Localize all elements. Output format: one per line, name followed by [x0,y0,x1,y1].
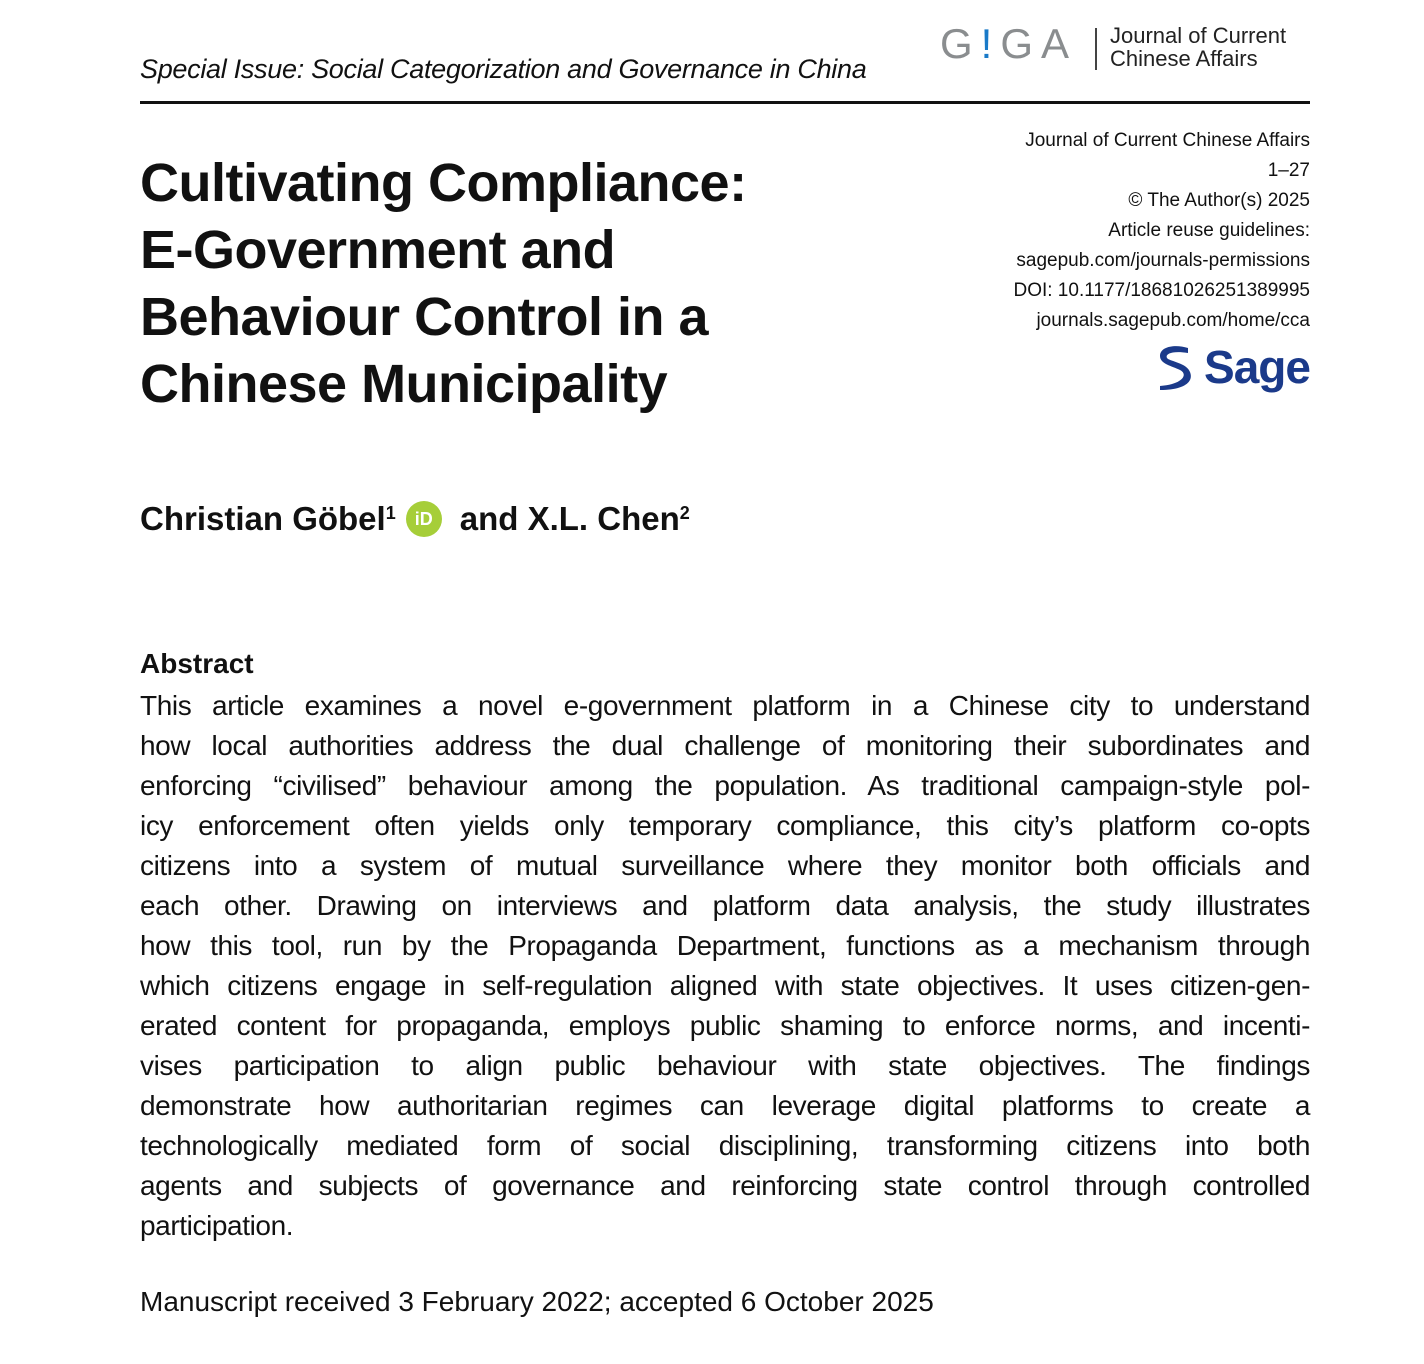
permissions-link[interactable]: sagepub.com/journals-permissions [1016,250,1310,271]
abstract-line: agents and subjects of governance and reinforcing state control through controlled [140,1170,1310,1201]
journal-logo-text [1110,24,1286,70]
abstract-line: vises participation to align public behaviour with state objectives. The findings [140,1050,1310,1081]
abstract-line: demonstrate how authoritarian regimes can leverage digital platforms to create a [140,1090,1310,1121]
abstract-line: participation. [140,1210,294,1241]
author-name[interactable]: X.L. Chen [527,500,680,537]
affiliation-marker: 2 [679,502,690,523]
abstract-body [140,686,1310,1246]
giga-logo: G!GA [940,20,1078,67]
journal-logo-line1: Journal of Current [1110,23,1287,48]
copyright: © The Author(s) 2025 [1128,190,1310,211]
abstract-line: each other. Drawing on interviews and platform data analysis, the study illustrates [140,890,1310,921]
abstract-line: icy enforcement often yields only temporary compliance, this city’s platform co-opts [140,810,1310,841]
title-line: Cultivating Compliance: [140,153,747,213]
abstract-line: how this tool, run by the Propaganda Department, functions as a mechanism through [140,930,1310,961]
abstract-line: which citizens engage in self-regulation aligned with state objectives. It uses citizen-gen- [140,970,1310,1001]
special-issue-label: Special Issue: Social Categorization and Governance in China [140,54,867,84]
title-line: E-Government and [140,220,616,280]
abstract-line: technologically mediated form of social disciplining, transforming citizens into both [140,1130,1310,1161]
article-title [140,150,747,418]
title-line: Chinese Municipality [140,354,668,414]
sage-s-icon [1154,344,1194,390]
abstract-heading: Abstract [140,648,254,679]
abstract-line: This article examines a novel e-government platform in a Chinese city to understand [140,690,1310,721]
abstract-line: how local authorities address the dual challenge of monitoring their subordinates and [140,730,1310,761]
header-rule [140,101,1310,104]
orcid-icon[interactable]: iD [406,501,442,537]
logo-separator [1095,28,1097,70]
sage-wordmark: Sage [1204,341,1310,393]
sage-logo [1154,340,1310,394]
journal-home-link[interactable]: journals.sagepub.com/home/cca [1036,310,1310,331]
reuse-label: Article reuse guidelines: [1108,220,1310,241]
abstract-line: erated content for propaganda, employs public shaming to enforce norms, and incenti- [140,1010,1310,1041]
article-meta [1013,126,1310,336]
abstract-line: citizens into a system of mutual surveillance where they monitor both officials and [140,850,1310,881]
authors [140,500,690,538]
author-name[interactable]: Christian Göbel [140,500,386,537]
page-range: 1–27 [1267,160,1310,181]
journal-name: Journal of Current Chinese Affairs [1025,130,1310,151]
doi[interactable]: DOI: 10.1177/18681026251389995 [1013,280,1310,301]
author-conjunction: and [459,500,519,537]
manuscript-dates: Manuscript received 3 February 2022; accepted 6 October 2025 [140,1286,934,1317]
title-line: Behaviour Control in a [140,287,709,347]
journal-logo-line2: Chinese Affairs [1110,46,1258,71]
abstract-line: enforcing “civilised” behaviour among the population. As traditional campaign-style pol- [140,770,1310,801]
affiliation-marker: 1 [385,502,396,523]
